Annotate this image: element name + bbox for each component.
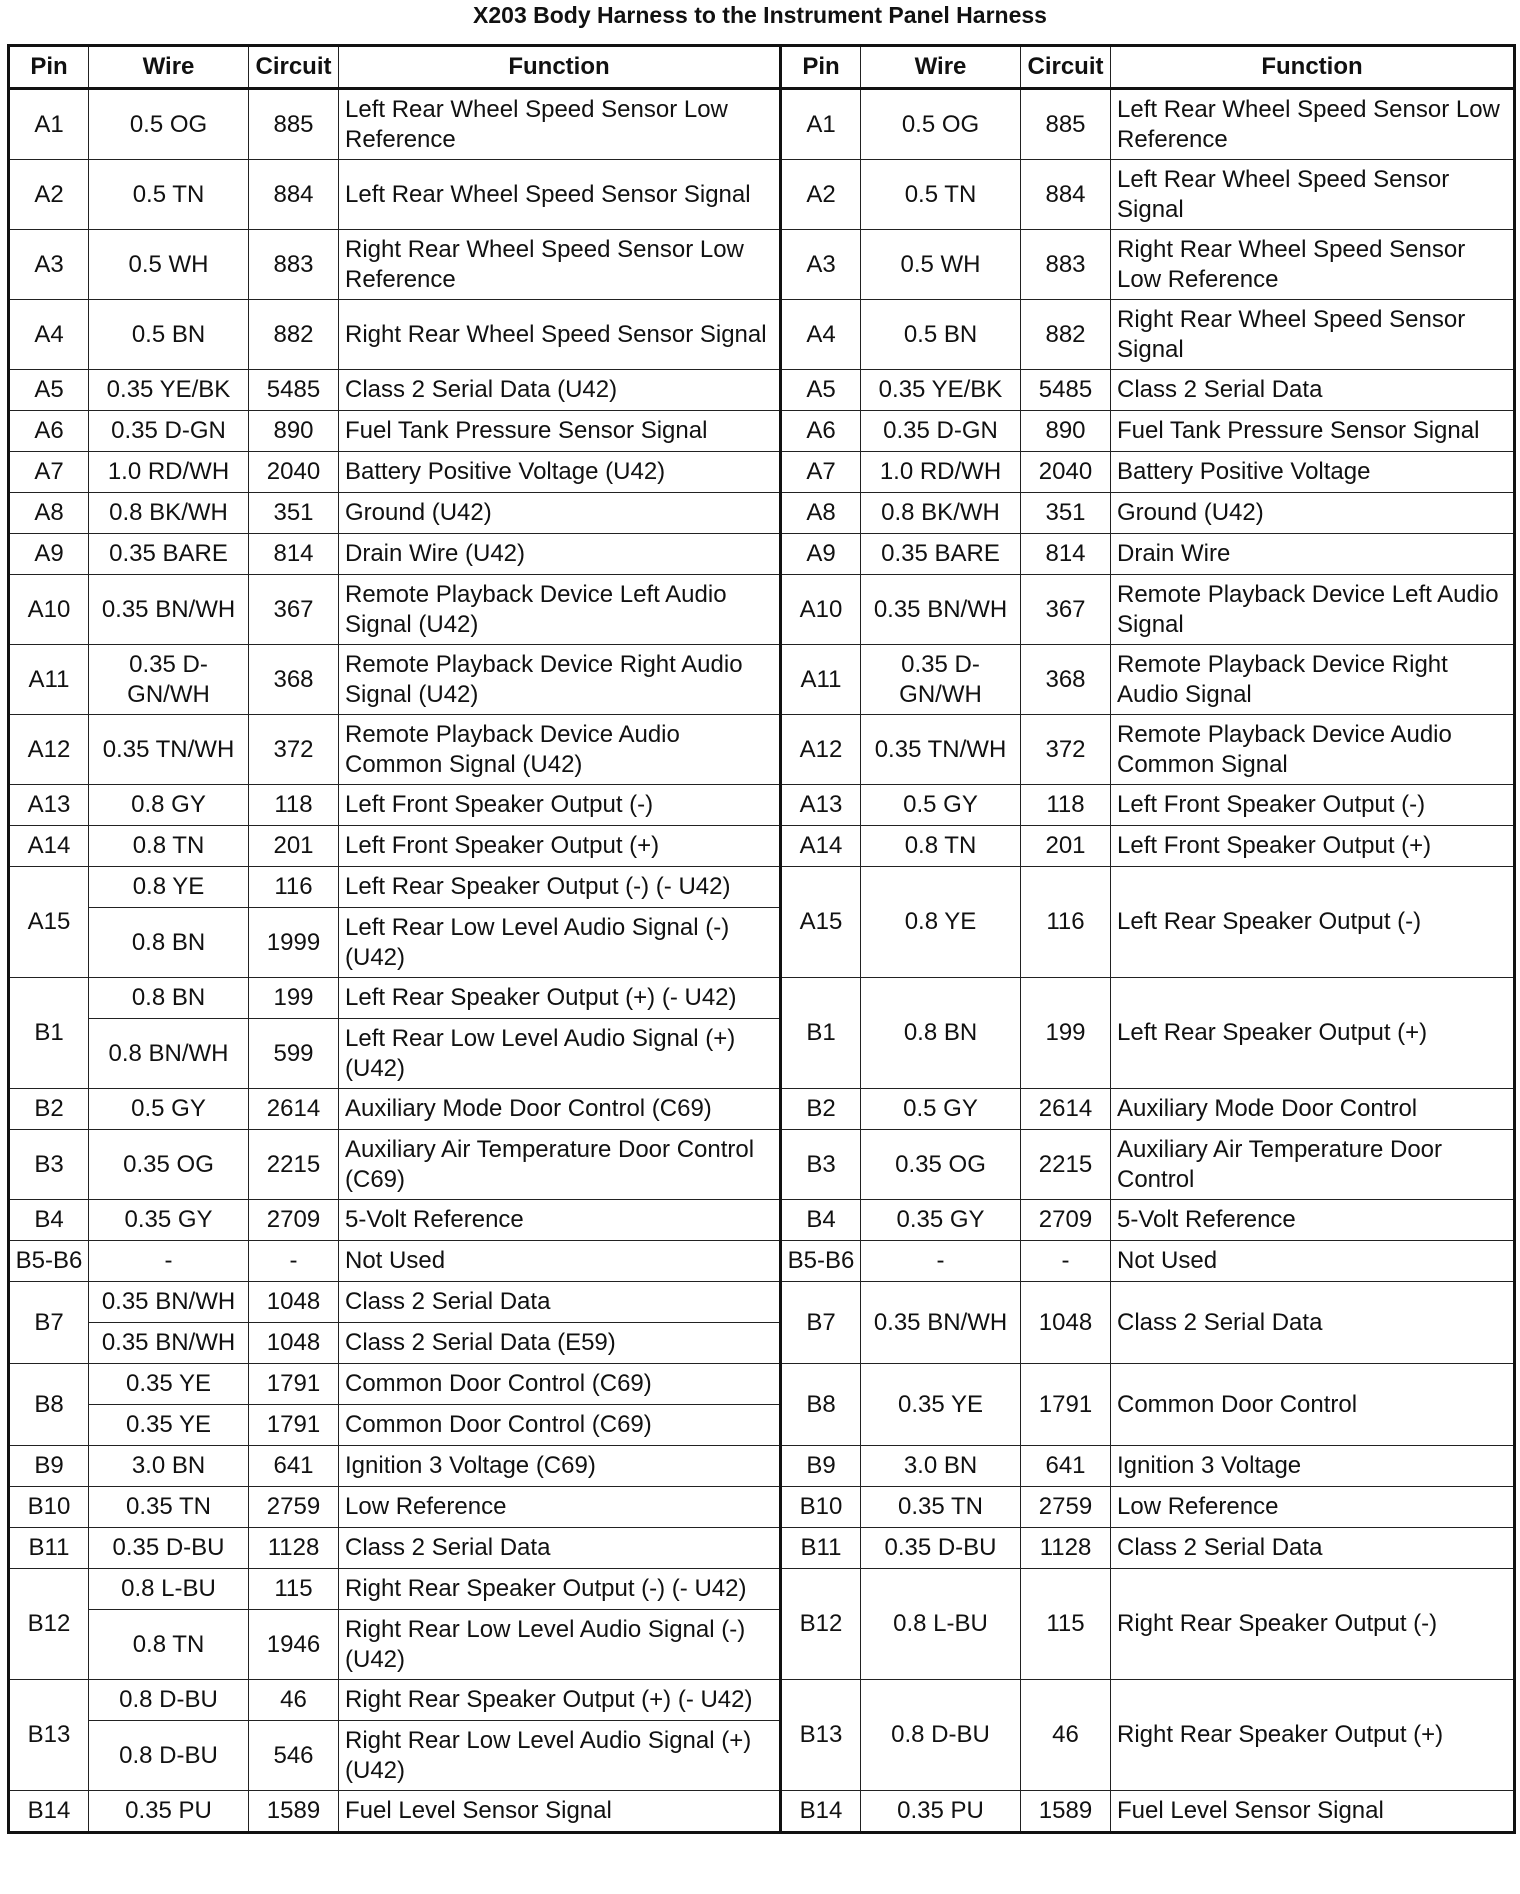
table-row — [9, 1089, 1515, 1130]
header-wire-right: Wire — [861, 46, 1021, 89]
function-cell-right: Left Rear Wheel Speed Sensor Signal — [1111, 160, 1515, 230]
function-cell-right: Right Rear Wheel Speed Sensor Signal — [1111, 300, 1515, 370]
wire-cell-right: 0.35 TN — [861, 1487, 1021, 1528]
table-row — [9, 645, 1515, 715]
circuit-cell: 890 — [249, 411, 339, 452]
wire-cell-right: 0.35 YE/BK — [861, 370, 1021, 411]
wire-cell-right: 0.5 GY — [861, 785, 1021, 826]
function-cell: Ground (U42) — [339, 493, 781, 534]
function-cell: Class 2 Serial Data — [339, 1528, 781, 1569]
wire-cell-right: 0.35 D-GN/WH — [861, 645, 1021, 715]
circuit-cell-right: 890 — [1021, 411, 1111, 452]
table-row — [9, 411, 1515, 452]
pin-cell: A12 — [9, 715, 89, 785]
wire-cell: 0.8 YE — [89, 867, 249, 908]
pin-cell: A11 — [9, 645, 89, 715]
function-cell: Left Rear Low Level Audio Signal (-) (U42) — [339, 908, 781, 978]
pin-cell-right: B11 — [781, 1528, 861, 1569]
table-row — [9, 1569, 1515, 1610]
circuit-cell: 46 — [249, 1680, 339, 1721]
wire-cell: 0.35 TN/WH — [89, 715, 249, 785]
pin-cell: A2 — [9, 160, 89, 230]
function-cell-right: Common Door Control — [1111, 1364, 1515, 1446]
wire-cell: 0.35 D-BU — [89, 1528, 249, 1569]
function-cell: Ignition 3 Voltage (C69) — [339, 1446, 781, 1487]
circuit-cell-right: 46 — [1021, 1680, 1111, 1791]
function-cell-right: Drain Wire — [1111, 534, 1515, 575]
table-row — [9, 1241, 1515, 1282]
function-cell: Auxiliary Air Temperature Door Control (C69) — [339, 1130, 781, 1200]
table-row — [9, 160, 1515, 230]
function-cell: Left Rear Speaker Output (-) (- U42) — [339, 867, 781, 908]
function-cell: Not Used — [339, 1241, 781, 1282]
wire-cell-right: 1.0 RD/WH — [861, 452, 1021, 493]
function-cell: Fuel Tank Pressure Sensor Signal — [339, 411, 781, 452]
function-cell-right: Ignition 3 Voltage — [1111, 1446, 1515, 1487]
circuit-cell: 884 — [249, 160, 339, 230]
pin-cell-right: B2 — [781, 1089, 861, 1130]
pin-cell-right: A9 — [781, 534, 861, 575]
circuit-cell-right: 1589 — [1021, 1791, 1111, 1833]
wire-cell: 0.35 BN/WH — [89, 1282, 249, 1323]
circuit-cell-right: 372 — [1021, 715, 1111, 785]
wire-cell-right: 0.8 L-BU — [861, 1569, 1021, 1680]
wire-cell: 0.35 TN — [89, 1487, 249, 1528]
wire-cell: 0.35 OG — [89, 1130, 249, 1200]
function-cell: Drain Wire (U42) — [339, 534, 781, 575]
pin-cell-right: B9 — [781, 1446, 861, 1487]
circuit-cell: 372 — [249, 715, 339, 785]
pin-cell: B2 — [9, 1089, 89, 1130]
table-row — [9, 1282, 1515, 1323]
pin-cell-right: A13 — [781, 785, 861, 826]
pin-cell: B8 — [9, 1364, 89, 1446]
circuit-cell: 1791 — [249, 1364, 339, 1405]
pin-cell-right: A14 — [781, 826, 861, 867]
wire-cell: 3.0 BN — [89, 1446, 249, 1487]
header-wire: Wire — [89, 46, 249, 89]
wire-cell: 0.5 GY — [89, 1089, 249, 1130]
pin-cell-right: B3 — [781, 1130, 861, 1200]
circuit-cell-right: 2709 — [1021, 1200, 1111, 1241]
function-cell-right: Left Rear Wheel Speed Sensor Low Reference — [1111, 89, 1515, 160]
circuit-cell: 2614 — [249, 1089, 339, 1130]
pin-cell: A14 — [9, 826, 89, 867]
wire-cell: 0.8 D-BU — [89, 1721, 249, 1791]
circuit-cell-right: 368 — [1021, 645, 1111, 715]
pin-cell: B9 — [9, 1446, 89, 1487]
circuit-cell: 885 — [249, 89, 339, 160]
circuit-cell: 814 — [249, 534, 339, 575]
circuit-cell: 199 — [249, 978, 339, 1019]
circuit-cell: 2040 — [249, 452, 339, 493]
function-cell: Remote Playback Device Left Audio Signal (U42) — [339, 575, 781, 645]
wire-cell-right: 0.35 OG — [861, 1130, 1021, 1200]
circuit-cell-right: 2040 — [1021, 452, 1111, 493]
wire-cell-right: 0.35 TN/WH — [861, 715, 1021, 785]
table-row — [9, 1364, 1515, 1405]
header-function-right: Function — [1111, 46, 1515, 89]
wire-cell-right: 0.35 BN/WH — [861, 1282, 1021, 1364]
function-cell: Left Rear Low Level Audio Signal (+) (U42) — [339, 1019, 781, 1089]
circuit-cell-right: 1048 — [1021, 1282, 1111, 1364]
pin-cell-right: A3 — [781, 230, 861, 300]
table-row — [9, 715, 1515, 785]
circuit-cell: 351 — [249, 493, 339, 534]
wire-cell: 0.8 TN — [89, 1610, 249, 1680]
function-cell-right: Class 2 Serial Data — [1111, 370, 1515, 411]
circuit-cell: 115 — [249, 1569, 339, 1610]
pin-cell-right: B13 — [781, 1680, 861, 1791]
wire-cell-right: 0.35 BN/WH — [861, 575, 1021, 645]
function-cell: Right Rear Speaker Output (-) (- U42) — [339, 1569, 781, 1610]
wire-cell: 0.35 YE/BK — [89, 370, 249, 411]
pin-cell: A13 — [9, 785, 89, 826]
table-row — [9, 534, 1515, 575]
table-row — [9, 1791, 1515, 1833]
circuit-cell: 2215 — [249, 1130, 339, 1200]
circuit-cell-right: 199 — [1021, 978, 1111, 1089]
table-row — [9, 575, 1515, 645]
circuit-cell-right: 1128 — [1021, 1528, 1111, 1569]
function-cell-right: Right Rear Speaker Output (-) — [1111, 1569, 1515, 1680]
wire-cell-right: 0.8 BN — [861, 978, 1021, 1089]
wire-cell: 0.8 BN — [89, 978, 249, 1019]
pin-cell: A1 — [9, 89, 89, 160]
circuit-cell-right: 641 — [1021, 1446, 1111, 1487]
function-cell: Left Rear Wheel Speed Sensor Low Reference — [339, 89, 781, 160]
pin-cell-right: B10 — [781, 1487, 861, 1528]
pin-cell-right: A6 — [781, 411, 861, 452]
wire-cell: 0.35 YE — [89, 1405, 249, 1446]
function-cell: Right Rear Low Level Audio Signal (+) (U42) — [339, 1721, 781, 1791]
pin-cell-right: B14 — [781, 1791, 861, 1833]
pin-cell: B5-B6 — [9, 1241, 89, 1282]
function-cell-right: Fuel Tank Pressure Sensor Signal — [1111, 411, 1515, 452]
circuit-cell-right: 884 — [1021, 160, 1111, 230]
circuit-cell: 2709 — [249, 1200, 339, 1241]
wire-cell-right: 0.5 GY — [861, 1089, 1021, 1130]
function-cell-right: Low Reference — [1111, 1487, 1515, 1528]
function-cell-right: Right Rear Speaker Output (+) — [1111, 1680, 1515, 1791]
function-cell: Right Rear Wheel Speed Sensor Signal — [339, 300, 781, 370]
function-cell-right: Right Rear Wheel Speed Sensor Low Reference — [1111, 230, 1515, 300]
wire-cell: 0.5 WH — [89, 230, 249, 300]
circuit-cell: 367 — [249, 575, 339, 645]
table-row — [9, 978, 1515, 1019]
table-row — [9, 1446, 1515, 1487]
pin-cell: A7 — [9, 452, 89, 493]
circuit-cell: 368 — [249, 645, 339, 715]
pin-cell-right: A11 — [781, 645, 861, 715]
function-cell: Class 2 Serial Data — [339, 1282, 781, 1323]
table-row — [9, 452, 1515, 493]
function-cell: Common Door Control (C69) — [339, 1364, 781, 1405]
function-cell-right: Class 2 Serial Data — [1111, 1528, 1515, 1569]
circuit-cell: 1946 — [249, 1610, 339, 1680]
circuit-cell: 1048 — [249, 1282, 339, 1323]
page-title: X203 Body Harness to the Instrument Panel Harness — [473, 2, 1047, 28]
wire-cell: 0.8 BN — [89, 908, 249, 978]
pin-cell: A3 — [9, 230, 89, 300]
header-function: Function — [339, 46, 781, 89]
function-cell: Left Front Speaker Output (+) — [339, 826, 781, 867]
table-row — [9, 1528, 1515, 1569]
circuit-cell: 1128 — [249, 1528, 339, 1569]
pin-cell: A15 — [9, 867, 89, 978]
pin-cell-right: A8 — [781, 493, 861, 534]
table-row — [9, 1130, 1515, 1200]
wire-cell-right: 0.8 BK/WH — [861, 493, 1021, 534]
circuit-cell-right: 885 — [1021, 89, 1111, 160]
circuit-cell: - — [249, 1241, 339, 1282]
wire-cell: 0.35 PU — [89, 1791, 249, 1833]
circuit-cell-right: 367 — [1021, 575, 1111, 645]
wire-cell: 0.35 BARE — [89, 534, 249, 575]
pin-cell: B4 — [9, 1200, 89, 1241]
function-cell: Battery Positive Voltage (U42) — [339, 452, 781, 493]
table-row — [9, 826, 1515, 867]
circuit-cell-right: 351 — [1021, 493, 1111, 534]
pin-cell: A8 — [9, 493, 89, 534]
function-cell: 5-Volt Reference — [339, 1200, 781, 1241]
pin-cell: A10 — [9, 575, 89, 645]
wire-cell: 0.5 TN — [89, 160, 249, 230]
wire-cell-right: 0.5 BN — [861, 300, 1021, 370]
function-cell-right: 5-Volt Reference — [1111, 1200, 1515, 1241]
circuit-cell: 883 — [249, 230, 339, 300]
wire-cell: 0.5 OG — [89, 89, 249, 160]
table-row — [9, 1680, 1515, 1721]
pin-cell-right: A15 — [781, 867, 861, 978]
pin-cell-right: B1 — [781, 978, 861, 1089]
function-cell: Right Rear Speaker Output (+) (- U42) — [339, 1680, 781, 1721]
circuit-cell: 5485 — [249, 370, 339, 411]
circuit-cell: 599 — [249, 1019, 339, 1089]
wire-cell: 0.35 GY — [89, 1200, 249, 1241]
circuit-cell-right: 814 — [1021, 534, 1111, 575]
pin-cell: B14 — [9, 1791, 89, 1833]
table-row — [9, 1200, 1515, 1241]
wire-cell: 0.8 D-BU — [89, 1680, 249, 1721]
pin-cell: A9 — [9, 534, 89, 575]
pin-cell-right: B12 — [781, 1569, 861, 1680]
table-row — [9, 785, 1515, 826]
wire-cell-right: 0.35 D-BU — [861, 1528, 1021, 1569]
wire-cell: 0.8 GY — [89, 785, 249, 826]
connector-end-view-table — [7, 44, 1516, 1834]
circuit-cell-right: 883 — [1021, 230, 1111, 300]
function-cell-right: Ground (U42) — [1111, 493, 1515, 534]
table-row — [9, 230, 1515, 300]
function-cell: Left Front Speaker Output (-) — [339, 785, 781, 826]
function-cell-right: Battery Positive Voltage — [1111, 452, 1515, 493]
circuit-cell: 641 — [249, 1446, 339, 1487]
pin-cell: A6 — [9, 411, 89, 452]
function-cell: Low Reference — [339, 1487, 781, 1528]
pin-cell: B13 — [9, 1680, 89, 1791]
circuit-cell-right: 882 — [1021, 300, 1111, 370]
wire-cell-right: 0.35 YE — [861, 1364, 1021, 1446]
header-circuit: Circuit — [249, 46, 339, 89]
table-body — [9, 89, 1515, 1833]
function-cell: Auxiliary Mode Door Control (C69) — [339, 1089, 781, 1130]
circuit-cell: 116 — [249, 867, 339, 908]
circuit-cell: 118 — [249, 785, 339, 826]
pin-cell: B10 — [9, 1487, 89, 1528]
table-row — [9, 867, 1515, 908]
wire-cell: 0.8 BK/WH — [89, 493, 249, 534]
function-cell-right: Remote Playback Device Left Audio Signal — [1111, 575, 1515, 645]
wire-cell: 0.5 BN — [89, 300, 249, 370]
function-cell-right: Class 2 Serial Data — [1111, 1282, 1515, 1364]
pin-cell: B3 — [9, 1130, 89, 1200]
circuit-cell: 201 — [249, 826, 339, 867]
wire-cell-right: 0.8 YE — [861, 867, 1021, 978]
function-cell-right: Left Rear Speaker Output (+) — [1111, 978, 1515, 1089]
circuit-cell-right: 2215 — [1021, 1130, 1111, 1200]
function-cell: Class 2 Serial Data (E59) — [339, 1323, 781, 1364]
table-row — [9, 1487, 1515, 1528]
circuit-cell: 1791 — [249, 1405, 339, 1446]
wire-cell: 0.35 D-GN/WH — [89, 645, 249, 715]
pin-cell-right: B5-B6 — [781, 1241, 861, 1282]
pin-cell-right: A1 — [781, 89, 861, 160]
circuit-cell: 882 — [249, 300, 339, 370]
pin-cell: B11 — [9, 1528, 89, 1569]
circuit-cell: 546 — [249, 1721, 339, 1791]
pin-cell-right: A12 — [781, 715, 861, 785]
header-pin-right: Pin — [781, 46, 861, 89]
function-cell: Left Rear Speaker Output (+) (- U42) — [339, 978, 781, 1019]
circuit-cell: 1589 — [249, 1791, 339, 1833]
wire-cell-right: 0.5 TN — [861, 160, 1021, 230]
circuit-cell-right: 115 — [1021, 1569, 1111, 1680]
function-cell-right: Left Rear Speaker Output (-) — [1111, 867, 1515, 978]
pin-cell-right: A10 — [781, 575, 861, 645]
pin-cell: B12 — [9, 1569, 89, 1680]
wire-cell-right: 0.8 D-BU — [861, 1680, 1021, 1791]
wire-cell: 0.35 YE — [89, 1364, 249, 1405]
circuit-cell: 1048 — [249, 1323, 339, 1364]
pin-cell-right: B4 — [781, 1200, 861, 1241]
function-cell-right: Auxiliary Mode Door Control — [1111, 1089, 1515, 1130]
wire-cell-right: - — [861, 1241, 1021, 1282]
circuit-cell-right: 118 — [1021, 785, 1111, 826]
function-cell-right: Not Used — [1111, 1241, 1515, 1282]
function-cell-right: Remote Playback Device Right Audio Signal — [1111, 645, 1515, 715]
connector-table-container — [7, 44, 1513, 1834]
wire-cell: - — [89, 1241, 249, 1282]
header-row — [9, 46, 1515, 89]
function-cell-right: Remote Playback Device Audio Common Signal — [1111, 715, 1515, 785]
wire-cell-right: 0.5 OG — [861, 89, 1021, 160]
wire-cell: 0.8 L-BU — [89, 1569, 249, 1610]
pin-cell-right: A5 — [781, 370, 861, 411]
function-cell: Remote Playback Device Audio Common Signal (U42) — [339, 715, 781, 785]
circuit-cell-right: 5485 — [1021, 370, 1111, 411]
wire-cell: 0.8 TN — [89, 826, 249, 867]
table-row — [9, 300, 1515, 370]
table-row — [9, 370, 1515, 411]
wire-cell: 0.35 BN/WH — [89, 575, 249, 645]
circuit-cell: 2759 — [249, 1487, 339, 1528]
wire-cell-right: 0.35 PU — [861, 1791, 1021, 1833]
pin-cell: B7 — [9, 1282, 89, 1364]
circuit-cell-right: - — [1021, 1241, 1111, 1282]
circuit-cell-right: 1791 — [1021, 1364, 1111, 1446]
wire-cell-right: 0.35 D-GN — [861, 411, 1021, 452]
pin-cell-right: B8 — [781, 1364, 861, 1446]
wire-cell-right: 0.35 GY — [861, 1200, 1021, 1241]
pin-cell: A5 — [9, 370, 89, 411]
function-cell: Remote Playback Device Right Audio Signal (U42) — [339, 645, 781, 715]
pin-cell-right: A7 — [781, 452, 861, 493]
wire-cell-right: 0.8 TN — [861, 826, 1021, 867]
wire-cell: 0.35 D-GN — [89, 411, 249, 452]
circuit-cell-right: 2614 — [1021, 1089, 1111, 1130]
function-cell-right: Fuel Level Sensor Signal — [1111, 1791, 1515, 1833]
pin-cell-right: B7 — [781, 1282, 861, 1364]
wire-cell: 1.0 RD/WH — [89, 452, 249, 493]
wire-cell-right: 0.35 BARE — [861, 534, 1021, 575]
wire-cell-right: 0.5 WH — [861, 230, 1021, 300]
table-row — [9, 493, 1515, 534]
function-cell-right: Left Front Speaker Output (+) — [1111, 826, 1515, 867]
header-pin: Pin — [9, 46, 89, 89]
function-cell: Common Door Control (C69) — [339, 1405, 781, 1446]
pin-cell: A4 — [9, 300, 89, 370]
table-row — [9, 89, 1515, 160]
pin-cell-right: A2 — [781, 160, 861, 230]
function-cell: Class 2 Serial Data (U42) — [339, 370, 781, 411]
header-circuit-right: Circuit — [1021, 46, 1111, 89]
wire-cell: 0.35 BN/WH — [89, 1323, 249, 1364]
function-cell: Right Rear Wheel Speed Sensor Low Reference — [339, 230, 781, 300]
pin-cell: B1 — [9, 978, 89, 1089]
circuit-cell-right: 116 — [1021, 867, 1111, 978]
function-cell: Fuel Level Sensor Signal — [339, 1791, 781, 1833]
function-cell: Right Rear Low Level Audio Signal (-) (U42) — [339, 1610, 781, 1680]
function-cell-right: Auxiliary Air Temperature Door Control — [1111, 1130, 1515, 1200]
wire-cell-right: 3.0 BN — [861, 1446, 1021, 1487]
function-cell-right: Left Front Speaker Output (-) — [1111, 785, 1515, 826]
wire-cell: 0.8 BN/WH — [89, 1019, 249, 1089]
circuit-cell-right: 201 — [1021, 826, 1111, 867]
circuit-cell: 1999 — [249, 908, 339, 978]
pin-cell-right: A4 — [781, 300, 861, 370]
circuit-cell-right: 2759 — [1021, 1487, 1111, 1528]
function-cell: Left Rear Wheel Speed Sensor Signal — [339, 160, 781, 230]
